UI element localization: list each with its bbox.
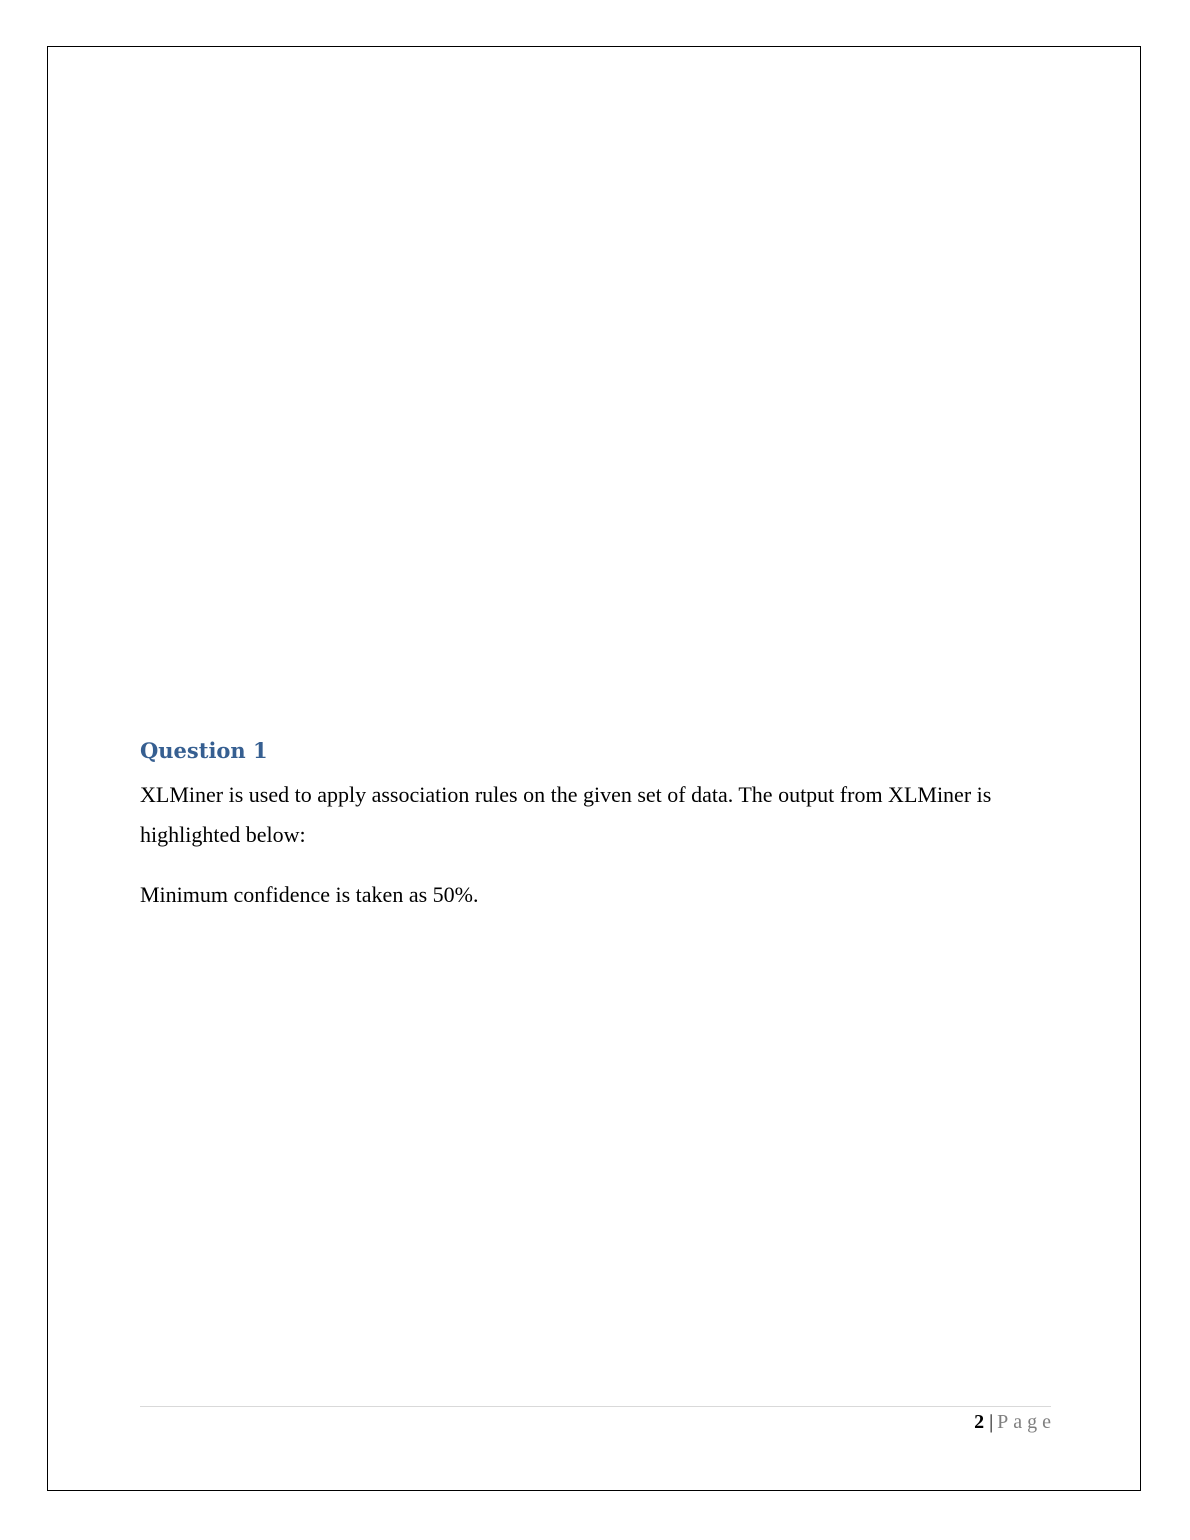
document-body — [140, 736, 1052, 915]
page-footer — [974, 1408, 1056, 1436]
body-paragraph-confidence: Minimum confidence is taken as 50%. — [140, 882, 479, 907]
body-paragraph-intro: XLMiner is used to apply association rules on the given set of data. The output from XLMiner is highlighted below: — [140, 782, 992, 847]
question-heading: Question 1 — [140, 738, 268, 763]
page-label: Page — [997, 1411, 1056, 1433]
footer-divider — [140, 1406, 1051, 1407]
footer-separator: | — [989, 1411, 994, 1433]
page-number: 2 — [974, 1411, 985, 1433]
